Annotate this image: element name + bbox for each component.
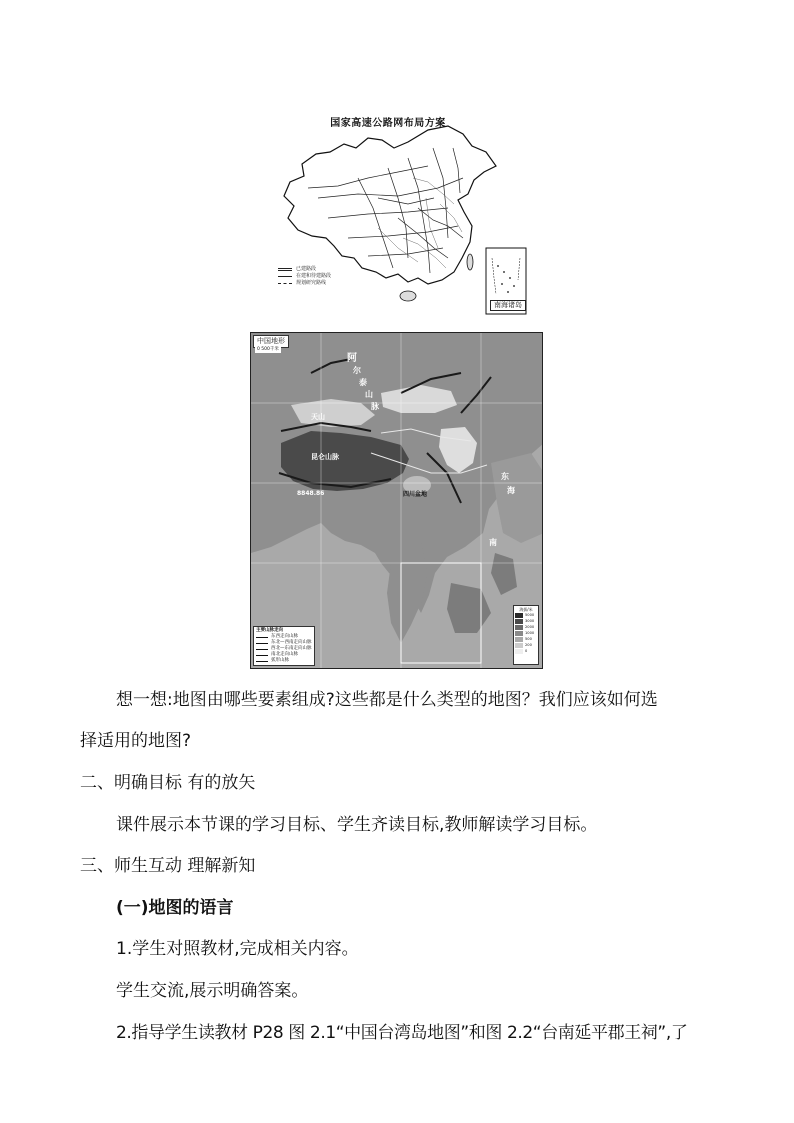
terrain-map-scale: 0 500千米	[257, 347, 279, 352]
elev-3000: 3000	[525, 619, 535, 623]
legend-ns: 南北走向山脉	[271, 652, 298, 657]
legend-ne-sw: 东北—西南走向山脉	[271, 640, 312, 645]
label-shan: 山	[365, 390, 373, 399]
goals-paragraph: 课件展示本节课的学习目标、学生齐读目标,教师解读学习目标。	[116, 815, 598, 835]
label-tianshan: 天山	[311, 413, 325, 421]
terrain-map-graphic	[251, 333, 543, 669]
hainan-island	[400, 291, 416, 301]
legend-planned: 规划研究路线	[296, 280, 327, 286]
label-a: 阿	[347, 353, 357, 364]
terrain-map-title: 中国地形	[253, 335, 289, 348]
legend-built: 已建路段	[296, 266, 317, 272]
label-dong: 东	[501, 472, 509, 481]
elevation-legend	[513, 605, 539, 665]
legend-ew: 东西走向山脉	[271, 634, 298, 639]
label-sichuan: 四川盆地	[403, 491, 428, 498]
item-1-continued: 学生交流,展示明确答案。	[116, 981, 309, 1001]
section-heading-goals: 二、明确目标 有的放矢	[80, 773, 256, 793]
label-nan: 南	[489, 538, 497, 547]
subsection-map-language: (一)地图的语言	[116, 898, 234, 918]
label-hai: 海	[507, 486, 515, 495]
label-everest: 8848.86	[297, 490, 325, 497]
think-question-line1: 想一想:地图由哪些要素组成?这些都是什么类型的地图？我们应该如何选	[116, 690, 658, 710]
highway-network-map	[258, 108, 530, 318]
taiwan-island	[467, 254, 473, 270]
legend-arc: 弧形山脉	[271, 658, 289, 663]
elev-0: 0	[525, 649, 528, 653]
mountain-legend	[253, 626, 315, 666]
item-1: 1.学生对照教材,完成相关内容。	[116, 939, 359, 959]
elevation-legend-title: 海拔/米	[519, 607, 533, 612]
inset-label: 南海诸岛	[490, 300, 526, 311]
label-tai: 泰	[359, 378, 367, 387]
elev-1000: 1000	[525, 631, 535, 635]
elev-500: 500	[525, 637, 532, 641]
mountain-legend-title: 主要山脉走向	[256, 628, 283, 633]
elev-5000: 5000	[525, 613, 535, 617]
elev-2000: 2000	[525, 625, 535, 629]
elev-200: 200	[525, 643, 532, 647]
legend-nw-se: 西北—东南走向山脉	[271, 646, 312, 651]
label-er: 尔	[353, 366, 361, 375]
china-terrain-map	[250, 332, 543, 669]
think-question-line2: 择适用的地图?	[80, 731, 192, 751]
china-outline	[284, 126, 496, 284]
section-heading-interaction: 三、师生互动 理解新知	[80, 856, 256, 876]
label-kunlun: 昆仑山脉	[311, 453, 339, 461]
item-2: 2.指导学生读教材 P28 图 2.1“中国台湾岛地图”和图 2.2“台南延平郡王祠”,了	[116, 1023, 688, 1043]
highway-map-legend	[278, 266, 331, 287]
label-mai: 脉	[371, 402, 379, 411]
legend-under-construction: 在建和待建路段	[296, 273, 332, 279]
highway-map-title: 国家高速公路网布局方案	[330, 118, 446, 129]
